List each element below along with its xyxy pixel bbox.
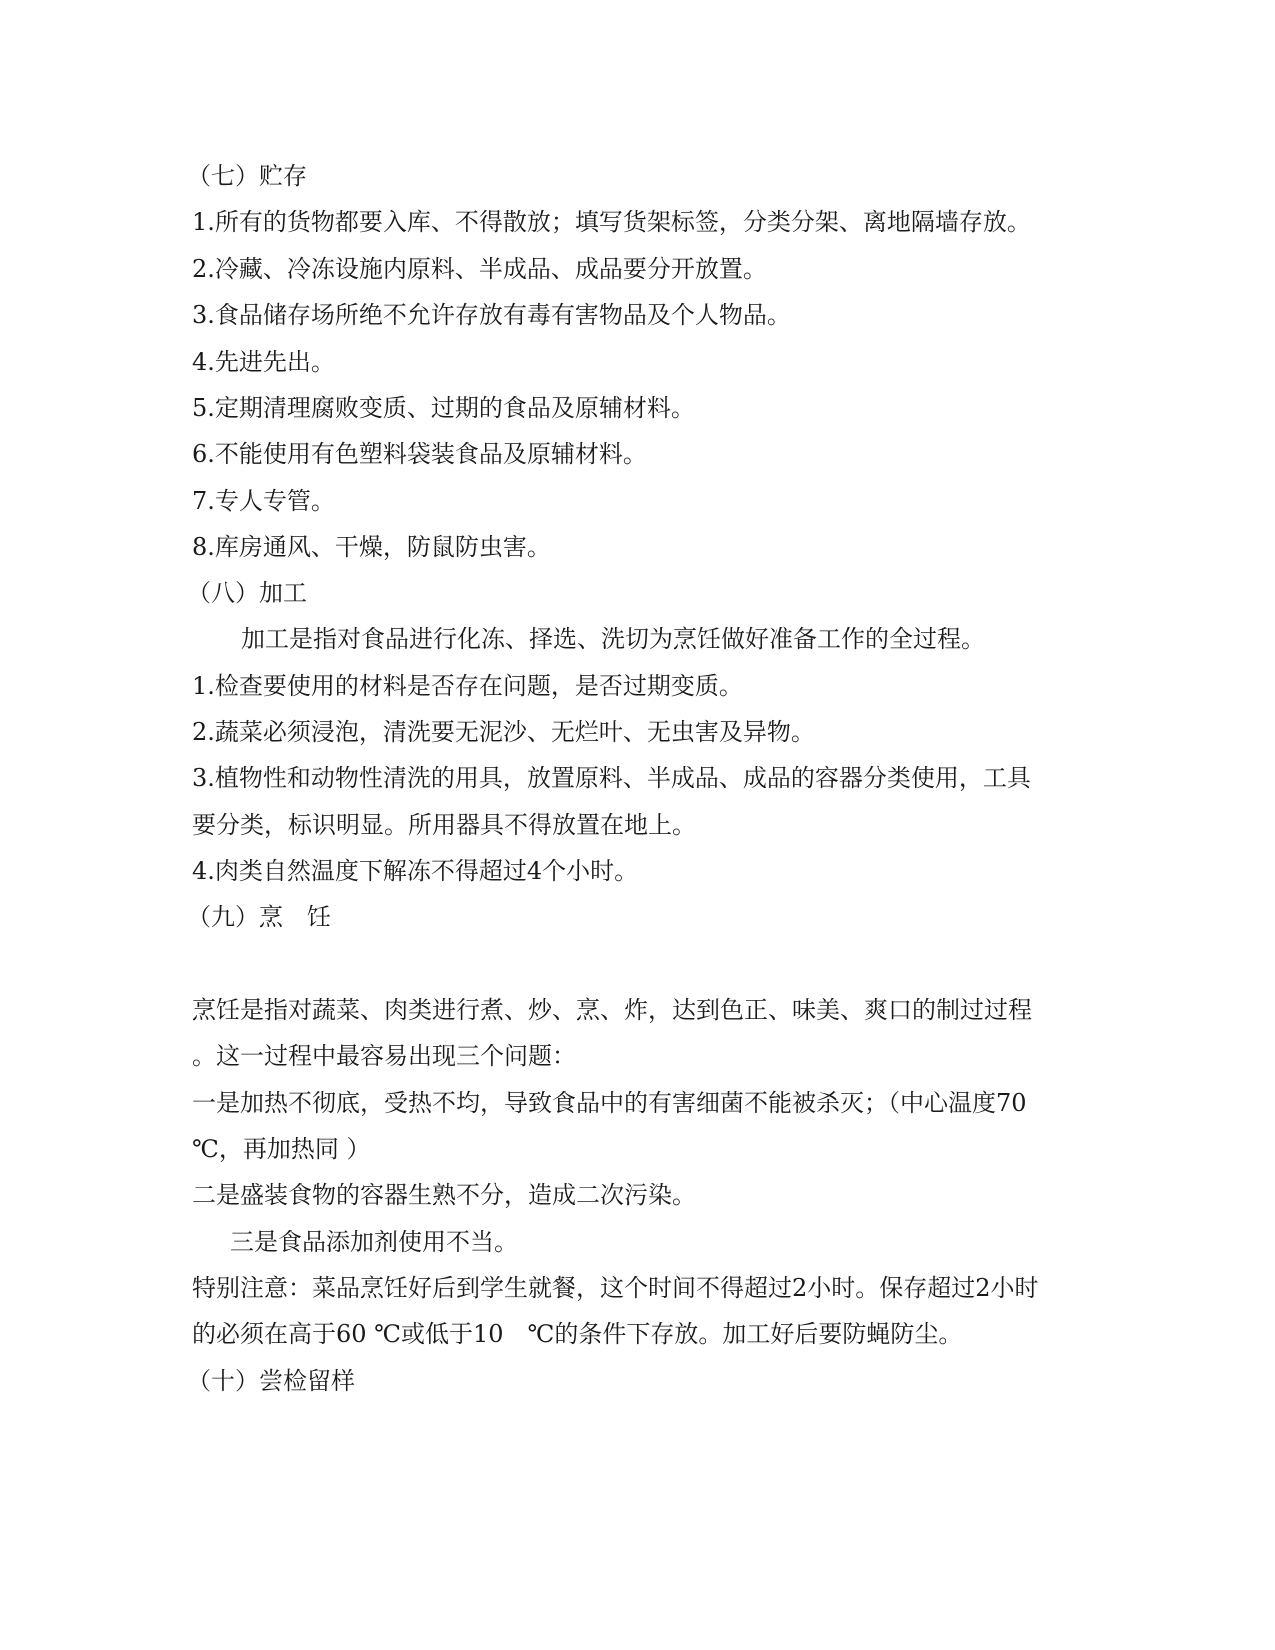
processing-item-3: 3.植物性和动物性清洗的用具，放置原料、半成品、成品的容器分类使用，工具	[192, 764, 1031, 792]
heading-storage: （七）贮存	[187, 162, 307, 190]
processing-item-3-cont: 要分类，标识明显。所用器具不得放置在地上。	[192, 811, 696, 839]
storage-item-5: 5.定期清理腐败变质、过期的食品及原辅材料。	[192, 394, 695, 422]
storage-item-8: 8.库房通风、干燥，防鼠防虫害。	[192, 533, 551, 561]
processing-item-4: 4.肉类自然温度下解冻不得超过4个小时。	[192, 857, 639, 885]
cooking-line-7: 特别注意：菜品烹饪好后到学生就餐，这个时间不得超过2小时。保存超过2小时	[192, 1274, 1039, 1302]
storage-item-3: 3.食品储存场所绝不允许存放有毒有害物品及个人物品。	[192, 301, 791, 329]
cooking-line-8: 的必须在高于60 ℃或低于10 ℃的条件下存放。加工好后要防蝇防尘。	[192, 1320, 963, 1348]
processing-item-1: 1.检查要使用的材料是否存在问题，是否过期变质。	[192, 672, 743, 700]
cooking-line-5: 二是盛装食物的容器生熟不分，造成二次污染。	[192, 1181, 696, 1209]
cooking-line-4: ℃，再加热同 ）	[192, 1135, 371, 1163]
storage-item-7: 7.专人专管。	[192, 487, 335, 515]
storage-item-4: 4.先进先出。	[192, 348, 335, 376]
storage-item-2: 2.冷藏、冷冻设施内原料、半成品、成品要分开放置。	[192, 255, 767, 283]
cooking-line-6: 三是食品添加剂使用不当。	[230, 1228, 518, 1256]
heading-sampling: （十）尝检留样	[187, 1367, 355, 1395]
cooking-line-2: 。这一过程中最容易出现三个问题：	[192, 1042, 576, 1070]
cooking-line-3: 一是加热不彻底，受热不均，导致食品中的有害细菌不能被杀灭；（中心温度70	[192, 1089, 1027, 1117]
heading-processing: （八）加工	[187, 579, 307, 607]
storage-item-1: 1.所有的货物都要入库、不得散放；填写货架标签，分类分架、离地隔墙存放。	[192, 208, 1031, 236]
processing-intro: 加工是指对食品进行化冻、择选、洗切为烹饪做好准备工作的全过程。	[241, 625, 985, 653]
heading-cooking: （九）烹 饪	[187, 903, 331, 931]
storage-item-6: 6.不能使用有色塑料袋装食品及原辅材料。	[192, 440, 647, 468]
processing-item-2: 2.蔬菜必须浸泡，清洗要无泥沙、无烂叶、无虫害及异物。	[192, 718, 815, 746]
cooking-line-1: 烹饪是指对蔬菜、肉类进行煮、炒、烹、炸，达到色正、味美、爽口的制过过程	[192, 996, 1032, 1024]
